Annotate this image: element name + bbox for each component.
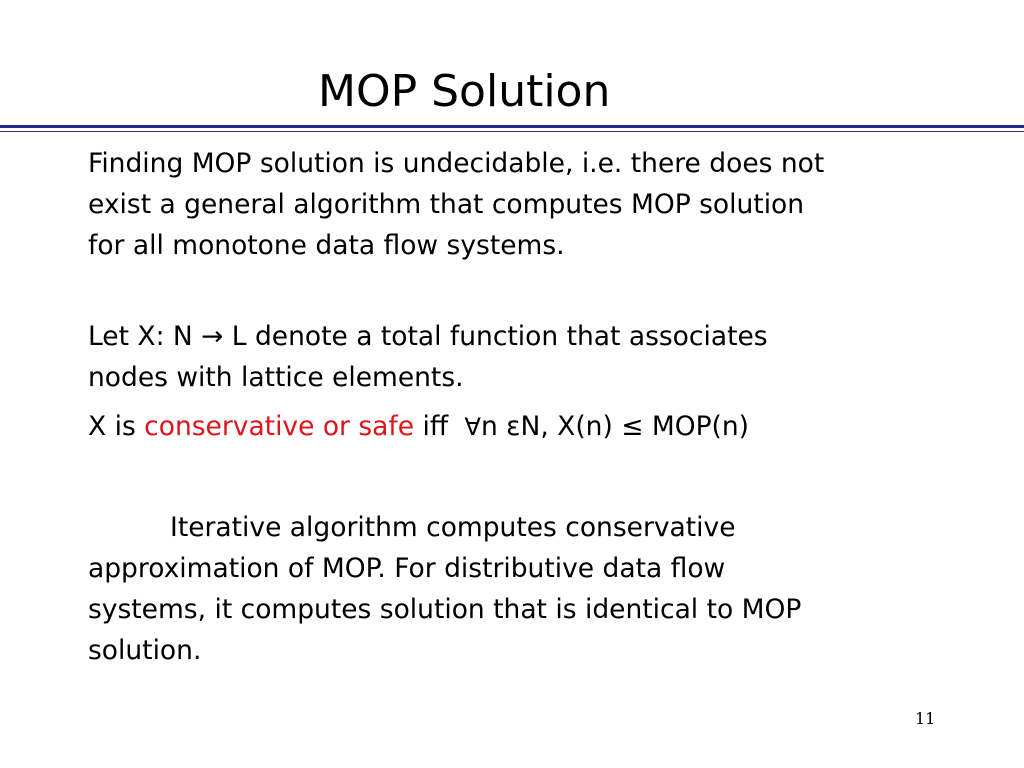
conservative-term: conservative or safe <box>144 411 415 442</box>
paragraph-line: systems, it computes solution that is identical to MOP <box>88 594 802 625</box>
paragraph-line: Iterative algorithm computes conservative <box>170 512 736 543</box>
paragraph-line: exist a general algorithm that computes MOP solution <box>88 189 805 220</box>
conservative-definition <box>88 406 988 448</box>
paragraph-line: nodes with lattice elements. <box>88 362 464 393</box>
forall-symbol: ∀ <box>464 413 481 441</box>
paragraph-line: Let X: N → L denote a total function that associates <box>88 321 768 352</box>
paragraph-line: solution. <box>88 635 202 666</box>
iterative-algorithm-paragraph <box>88 507 988 671</box>
definition-line <box>88 406 988 448</box>
definition-suffix: n εN, X(n) ≤ MOP(n) <box>480 411 750 442</box>
paragraph-line: Finding MOP solution is undecidable, i.e. there does not <box>88 148 825 179</box>
title-divider-thin <box>0 131 1024 132</box>
slide-title: MOP Solution <box>318 66 611 117</box>
definition-middle: iff <box>414 411 457 442</box>
undecidability-paragraph <box>88 143 988 266</box>
paragraph-line: for all monotone data flow systems. <box>88 230 565 261</box>
page-number: 11 <box>915 709 936 728</box>
title-divider-thick <box>0 125 1024 128</box>
paragraph-line: approximation of MOP. For distributive data flow <box>88 553 726 584</box>
definition-prefix: X is <box>88 411 145 442</box>
total-function-paragraph <box>88 316 988 398</box>
